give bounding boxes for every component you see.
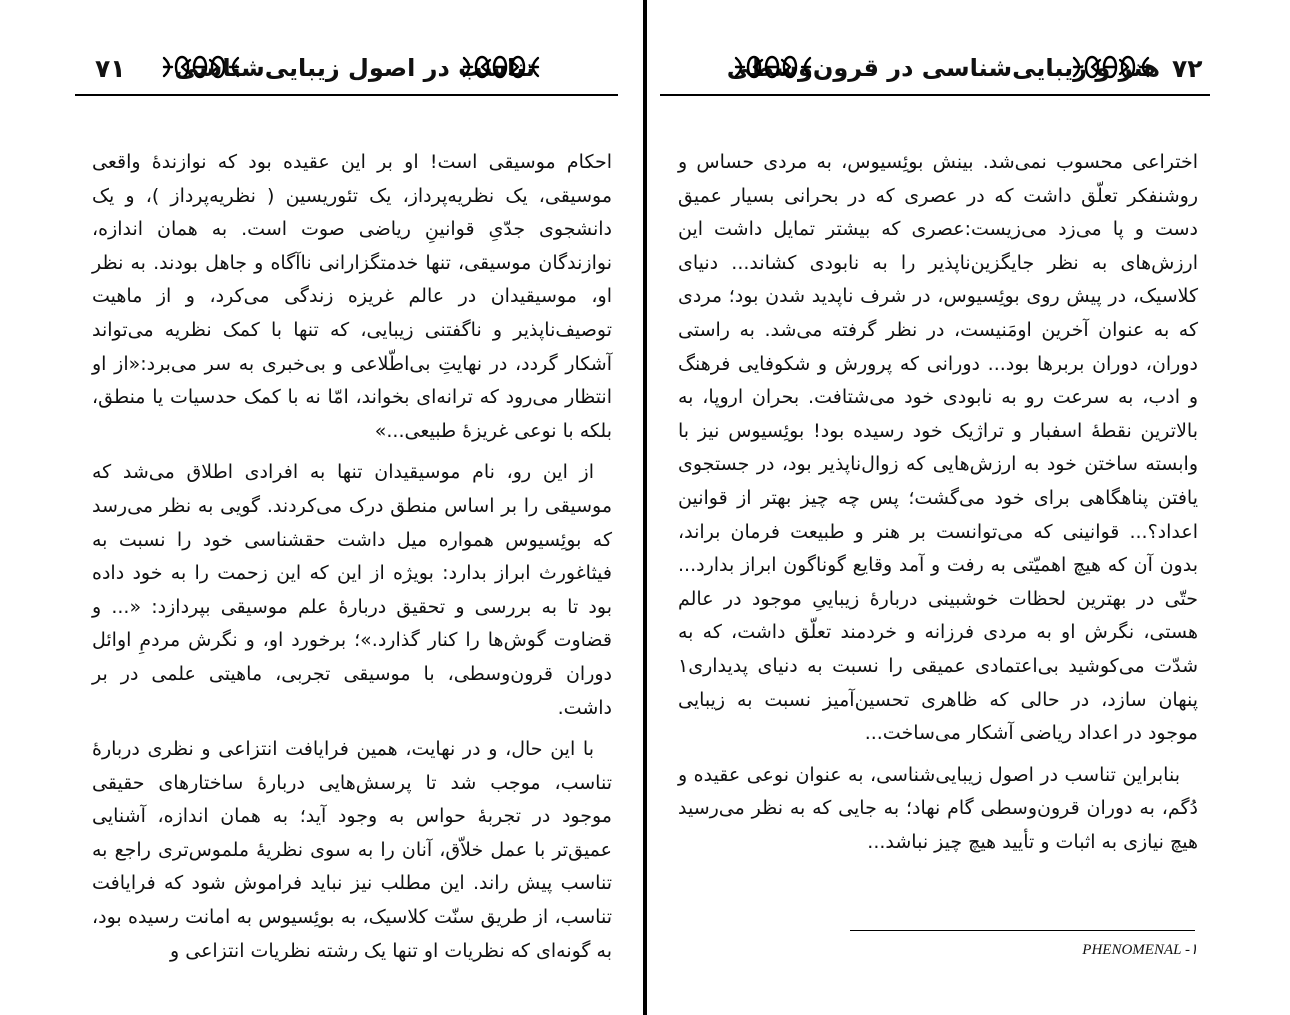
page-number: ۷۱ <box>95 54 126 83</box>
page-number: ۷۲ <box>1172 54 1203 83</box>
paragraph: اختراعی محسوب نمی‌شد. بینش بوئِسیوس، به مردی حساس و روشنفکر تعلّق داشت که در عصری که در بحرانی بسیار عمیق دست و پا می‌زد می‌زیست:عصری که بیشتر تمایل داشت این ارزش‌های به نظر جایگزین‌ناپذیر را به نابودی کشاند... دنیای کلاسیک، در پیش روی بوئِسیوس، در شرف ناپدید شدن بود؛ مردی که به عنوان آخرین اومَنیست، در نظر گرفته می‌شد. به راستی دوران، دوران بربرها بود... دورانی که پرورش و شکوفایی فرهنگ و ادب، به سرعت رو به نابودی خود می‌شتافت. بحران اروپا، به بالاترین نقطهٔ اسفبار و تراژیک خود رسیده بود! بوئِسیوس نیز با وابسته ساختن خود به ارزش‌هایی که زوال‌ناپذیر بود، در جستجوی یافتن پناهگاهی برای خود می‌گشت؛ پس چه چیز بهتر از قوانین اعداد؟... قوانینی که می‌توانست بر هنر و طبیعت فرمان براند، بدون آن که هیچ اهمیّتی به رفت و آمد وقایع گوناگون ابراز بدارد... حتّی در بهترین لحظات خوشبینی دربارهٔ زیباییِ موجود در عالم هستی، نگرش او به مردی فرزانه و خردمند تعلّق داشت، که به شدّت می‌کوشید بی‌اعتمادی عمیقی را نسبت به دنیای پدیداری۱ پنهان سازد، در حالی که ظاهری تحسین‌آمیز نسبت به زیبایی موجود در اعداد ریاضی آشکار می‌ساخت... <box>678 151 1198 745</box>
body-text <box>678 146 1198 859</box>
running-title: هنر و زیبایی‌شناسی در قرون‌وسطی <box>726 54 1160 82</box>
paragraph: بنابراین تناسب در اصول زیبایی‌شناسی، به عنوان نوعی عقیده و دُگم، به دوران قرون‌وسطی گام نهاد؛ به جایی که به نظر می‌رسید هیچ نیازی به اثبات و تأیید هیچ چیز نباشد... <box>678 763 1198 853</box>
body-text <box>92 146 612 968</box>
paragraph: با این حال، و در نهایت، همین فرایافت انتزاعی و نظری دربارهٔ تناسب، موجب شد تا پرسش‌هایی دربارهٔ ساختارهای حقیقی موجود در تجربهٔ حواس به وجود آید؛ به همان اندازه، آشنایی عمیق‌تر با عمل خلاّق، آنان را به سوی نظریهٔ ملموس‌تری راجع به تناسب پیش راند. این مطلب نیز نباید فراموش شود که فرایافت تناسب، از طریق سنّت کلاسیک، به بوئِسیوس به امانت رسیده بود، به گونه‌ای که نظریات او تنها یک رشته نظریات انتزاعی و <box>92 738 612 962</box>
paragraph: احکام موسیقی است! او بر این عقیده بود که نوازندهٔ واقعی موسیقی، یک نظریه‌پرداز، یک تئوریسین ( نظریه‌پرداز )، و یک دانشجوی جدّیِ قوانینِ ریاضی صوت است. به همان اندازه، نوازندگان موسیقی، تنها خدمتگزارانی ناآگاه و جاهل بودند. به نظر او، موسیقیدان در عالم غریزه زندگی می‌کرد، و از ماهیت توصیف‌ناپذیر و ناگفتنی زیبایی، که تنها با کمک نظریه می‌تواند آشکار گردد، در نهایتِ بی‌اطّلاعی و بی‌خبری به سر می‌برد:«از او انتظار می‌رود که ترانه‌ای بخواند، امّا نه با کمک حدسیات یا منطق، بلکه با نوعی غریزهٔ طبیعی...» <box>92 151 612 442</box>
left-page <box>0 0 640 1015</box>
right-page <box>650 0 1290 1015</box>
header-rule <box>75 94 618 96</box>
paragraph: از این رو، نام موسیقیدان تنها به افرادی اطلاق می‌شد که موسیقی را بر اساس منطق درک می‌کردند. گویی به نظر می‌رسد که بوئِسیوس همواره میل داشت حقشناسی خود را نسبت به فیثاغورث ابراز بدارد: بویژه از این که این زحمت را به خود داده بود تا به بررسی و تحقیق دربارهٔ علم موسیقی بپردازد: «... و قضاوت گوش‌ها را کنار گذارد.»؛ برخورد او، و نگرش مردمِ اوائل دوران قرون‌وسطی، با موسیقی تجربی، ماهیتی علمی در بر داشت. <box>92 461 612 719</box>
running-header <box>650 42 1290 92</box>
book-spine <box>643 0 647 1015</box>
footnote: PHENOMENAL -۱ <box>1082 942 1198 958</box>
footnote-rule <box>850 930 1195 931</box>
running-title: تناسب در اصول زیبایی‌شناسی <box>174 54 535 82</box>
header-rule <box>660 94 1210 96</box>
knot-ornament-icon <box>460 50 542 84</box>
knot-ornament-icon <box>732 50 814 84</box>
running-header <box>0 42 640 92</box>
